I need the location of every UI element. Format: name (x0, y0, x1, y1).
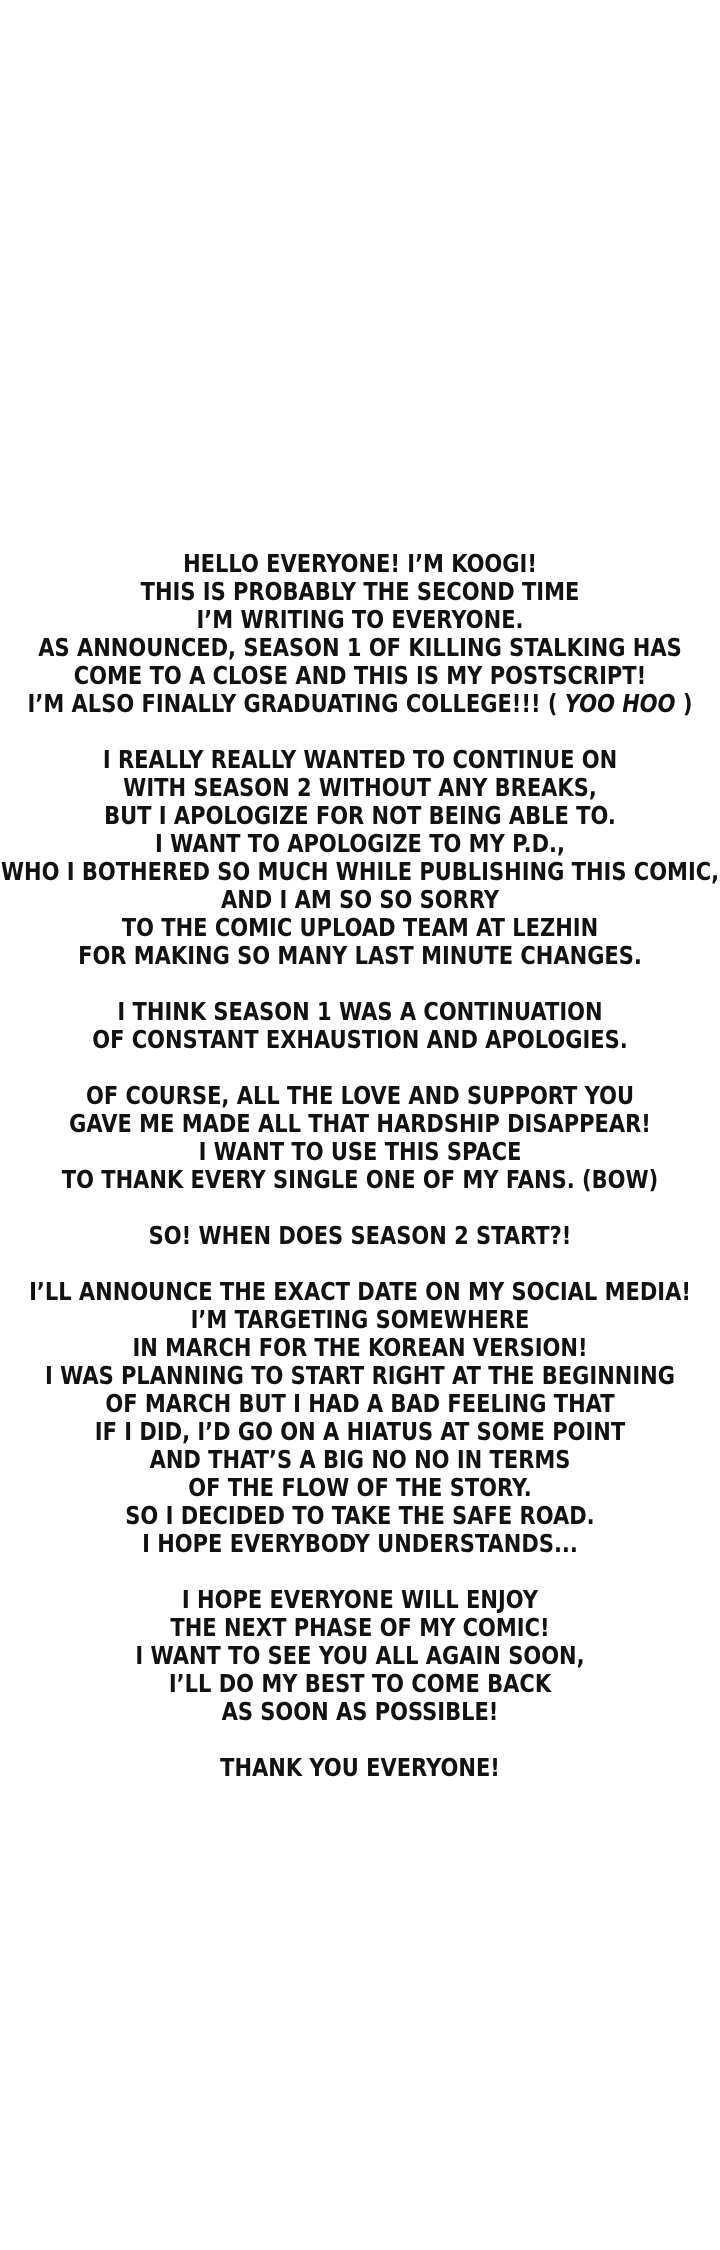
letter-line: SO! WHEN DOES SEASON 2 START?! (148, 1221, 572, 1250)
letter-paragraph (0, 1586, 720, 1726)
letter-line: I HOPE EVERYONE WILL ENJOY (181, 1585, 539, 1614)
letter-paragraph (0, 550, 720, 718)
letter-line: TO THANK EVERY SINGLE ONE OF MY FANS. (BOW) (61, 1165, 659, 1194)
letter-paragraph (0, 1082, 720, 1194)
letter-line: OF THE FLOW OF THE STORY. (188, 1473, 532, 1502)
letter-line: I WANT TO SEE YOU ALL AGAIN SOON, (135, 1641, 585, 1670)
letter-line: COME TO A CLOSE AND THIS IS MY POSTSCRIPT! (73, 661, 647, 690)
letter-line: I’M WRITING TO EVERYONE. (196, 605, 524, 634)
letter-line: FOR MAKING SO MANY LAST MINUTE CHANGES. (78, 941, 642, 970)
letter-line: I’LL DO MY BEST TO COME BACK (168, 1669, 552, 1698)
letter-paragraph (0, 1278, 720, 1558)
letter-line: GAVE ME MADE ALL THAT HARDSHIP DISAPPEAR! (69, 1109, 651, 1138)
letter-line: AS ANNOUNCED, SEASON 1 OF KILLING STALKING HAS (38, 633, 682, 662)
letter-line: I’LL ANNOUNCE THE EXACT DATE ON MY SOCIAL MEDIA! (29, 1277, 691, 1306)
letter-paragraph (0, 1222, 720, 1250)
letter-line: AS SOON AS POSSIBLE! (221, 1697, 499, 1726)
letter-line: WHO I BOTHERED SO MUCH WHILE PUBLISHING THIS COMIC, (0, 857, 720, 886)
letter-line: I WAS PLANNING TO START RIGHT AT THE BEGINNING (44, 1361, 675, 1390)
letter-line: THE NEXT PHASE OF MY COMIC! (170, 1613, 550, 1642)
letter-paragraph (0, 998, 720, 1054)
letter-line: OF CONSTANT EXHAUSTION AND APOLOGIES. (92, 1025, 628, 1054)
letter-line: IN MARCH FOR THE KOREAN VERSION! (132, 1333, 588, 1362)
letter-line: WITH SEASON 2 WITHOUT ANY BREAKS, (123, 773, 597, 802)
letter-line: I WANT TO USE THIS SPACE (198, 1137, 522, 1166)
letter-line: OF MARCH BUT I HAD A BAD FEELING THAT (105, 1389, 615, 1418)
letter-line: I REALLY REALLY WANTED TO CONTINUE ON (102, 745, 618, 774)
author-letter (0, 550, 720, 1782)
letter-paragraph (0, 746, 720, 970)
letter-line: THIS IS PROBABLY THE SECOND TIME (140, 577, 580, 606)
letter-line: I WANT TO APOLOGIZE TO MY P.D., (154, 829, 566, 858)
letter-line: OF COURSE, ALL THE LOVE AND SUPPORT YOU (85, 1081, 635, 1110)
letter-line: BUT I APOLOGIZE FOR NOT BEING ABLE TO. (104, 801, 616, 830)
letter-line: I THINK SEASON 1 WAS A CONTINUATION (117, 997, 603, 1026)
letter-line: AND THAT’S A BIG NO NO IN TERMS (149, 1445, 571, 1474)
letter-line: I’M ALSO FINALLY GRADUATING COLLEGE!!! ( YOO HOO ) (27, 689, 693, 718)
letter-line: HELLO EVERYONE! I’M KOOGI! (183, 549, 537, 578)
letter-line: AND I AM SO SO SORRY (220, 885, 500, 914)
letter-line: I’M TARGETING SOMEWHERE (190, 1305, 530, 1334)
letter-line: SO I DECIDED TO TAKE THE SAFE ROAD. (125, 1501, 595, 1530)
letter-line: I HOPE EVERYBODY UNDERSTANDS... (142, 1529, 578, 1558)
letter-line: TO THE COMIC UPLOAD TEAM AT LEZHIN (121, 913, 599, 942)
closing-line: THANK YOU EVERYONE! (220, 1753, 500, 1782)
letter-line: IF I DID, I’D GO ON A HIATUS AT SOME POINT (94, 1417, 626, 1446)
